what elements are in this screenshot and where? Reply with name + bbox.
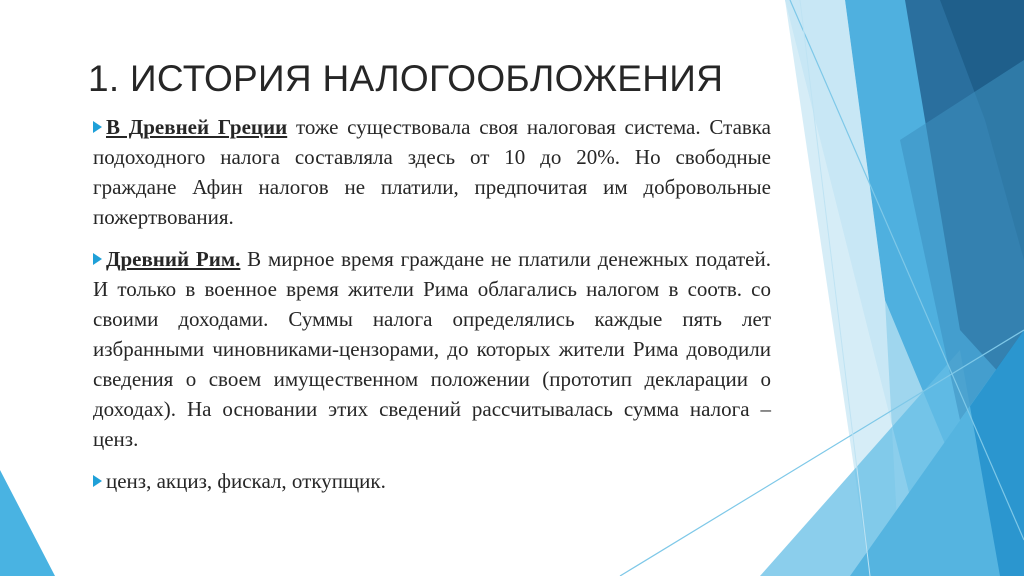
triangle-bullet-icon [93,253,102,265]
paragraph-greece [93,112,771,232]
triangle-bullet-icon [93,121,102,133]
paragraph-text: В мирное время граждане не платили денежных податей. И только в военное время жители Рима облагались налогом в соотв. со своими доходами. Суммы налога определялись каждые пять лет избранными чиновниками-цензорами, до которых жители Рима доводили сведения о своем имущественном положении (прототип декларации о доходах). На основании этих сведений рассчитывалась сумма налога – ценз. [93,247,771,451]
slide-body [93,112,771,508]
paragraph-terms [93,466,771,496]
paragraph-text: тоже существовала своя налоговая система. Ставка подоходного налога составляла здесь от 10 до 20%. Но свободные граждане Афин налогов не платили, предпочитая им добровольные пожертвования. [93,115,772,229]
paragraph-lead: Древний Рим. [106,247,241,271]
facet-bottom-left [0,470,55,576]
paragraph-lead: В Древней Греции [106,115,288,139]
paragraph-rome [93,244,771,454]
triangle-bullet-icon [93,475,102,487]
paragraph-text: ценз, акциз, фискал, откупщик. [106,469,386,493]
slide-title: 1. ИСТОРИЯ НАЛОГООБЛОЖЕНИЯ [88,58,724,99]
